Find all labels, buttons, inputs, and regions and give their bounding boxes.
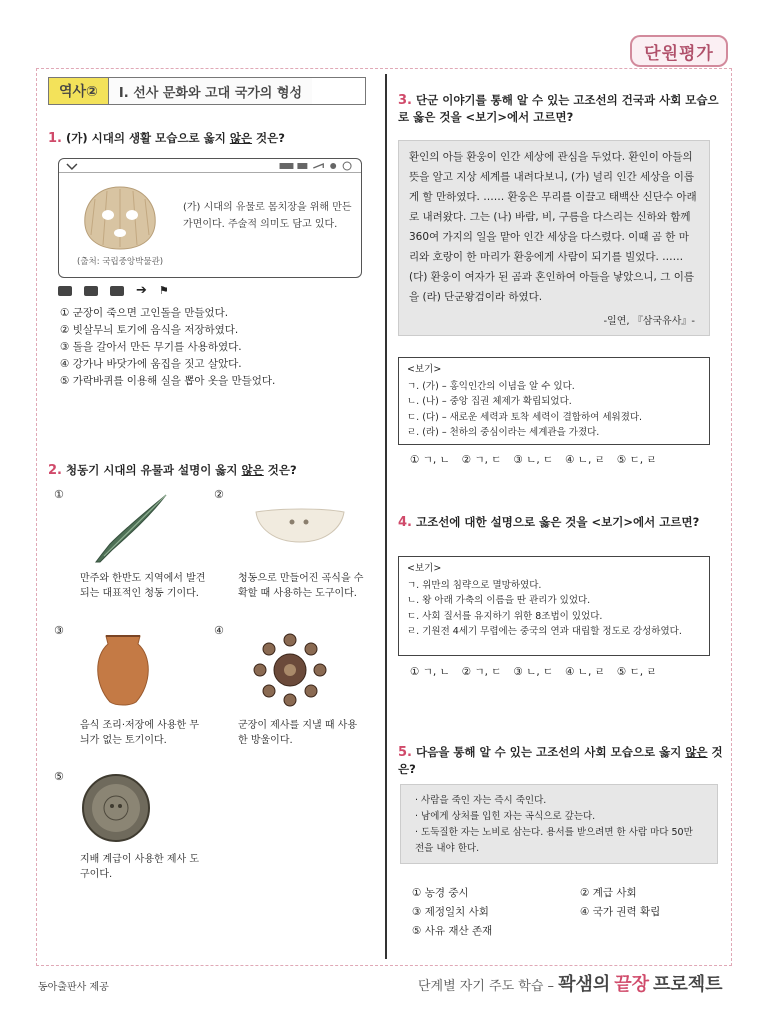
passage-box <box>398 140 710 336</box>
subject-label: 역사② <box>49 78 109 104</box>
artifact-caption: 군장이 제사를 지낼 때 사용한 방울이다. <box>238 720 357 746</box>
bogi-box <box>398 556 710 656</box>
bogi-item: ㄷ. 사회 질서를 유지하기 위한 8조법이 있었다. <box>407 610 603 622</box>
artifact-card <box>58 158 362 278</box>
option[interactable]: ⑤ 가락바퀴를 이용해 실을 뽑아 옷을 만들었다. <box>60 375 276 387</box>
option[interactable]: ② 빗살무늬 토기에 음식을 저장하였다. <box>60 324 239 336</box>
choice[interactable]: ③ ㄴ, ㄷ <box>513 666 554 678</box>
law-item: · 사람을 죽인 자는 즉시 죽인다. <box>415 795 547 806</box>
option[interactable]: ① 군장이 죽으면 고인돌을 만들었다. <box>60 307 229 319</box>
publisher-credit: 동아출판사 제공 <box>38 982 109 993</box>
question-number: 4. <box>398 515 412 530</box>
choice[interactable]: ⑤ ㄷ, ㄹ <box>616 454 657 466</box>
brand-name-b: 끝장 <box>614 974 650 995</box>
law-item: · 남에게 상처를 입힌 자는 곡식으로 갚는다. <box>415 811 596 822</box>
q4-choices <box>410 664 657 679</box>
passage-text: 환인의 아들 환웅이 인간 세상에 관심을 두었다. 환인이 아들의 뜻을 알고 지상 세계를 내려다보니, (가) 널리 인간 세상을 이롭게 할 만하였다. …… 환웅은 무리를 이끌고 태백산 신단수 아래로 내려왔다. 그는 (나) 바람, 비, 구름을 다스리는 신하와 함께 360여 가지의 일을 맡아 인간 세상을 다스렸다. 이때 곰 한 마리와 호랑이 한 마리가 환웅에게 사람이 되기를 빌었다. …… (다) 환웅이 여자가 된 곰과 혼인하여 아들을 낳았으니, 그 이름을 (라) 단군왕검이라 하였다. <box>409 151 697 303</box>
choice[interactable]: ④ ㄴ, ㄹ <box>565 666 605 678</box>
question-3: 3. 단군 이야기를 통해 알 수 있는 고조선의 건국과 사회 모습으로 옳은 것을 <보기>에서 고르면? <box>398 93 719 124</box>
choice[interactable]: ① ㄱ, ㄴ <box>410 666 450 678</box>
image-source: (출처: 국립중앙박물관) <box>77 257 164 267</box>
question-2: 2. 청동기 시대의 유물과 설명이 옳지 않은 것은? <box>48 463 297 478</box>
artifact-caption: 음식 조리·저장에 사용한 무늬가 없는 토기이다. <box>80 720 199 746</box>
choice[interactable]: ③ 제정일치 사회 <box>412 906 489 918</box>
bogi-item: ㄹ. 기원전 4세기 무렵에는 중국의 연과 대립할 정도로 강성하였다. <box>407 626 682 637</box>
comment-icon[interactable] <box>84 286 98 296</box>
item-number: ② <box>214 488 224 501</box>
artifact-caption: 청동으로 만들어진 곡식을 수확할 때 사용하는 도구이다. <box>238 573 364 599</box>
share-arrow-icon[interactable]: ➔ <box>136 283 147 298</box>
item-number: ④ <box>214 624 224 637</box>
section-tab <box>48 77 366 105</box>
q5-choices <box>412 884 712 941</box>
choice[interactable]: ② 계급 사회 <box>580 887 637 899</box>
column-divider <box>385 74 387 959</box>
artifact-caption: 지배 계급이 사용한 제사 도구이다. <box>80 854 199 880</box>
q1-options <box>60 305 380 390</box>
q3-choices <box>410 452 657 467</box>
law-item: · 도둑질한 자는 노비로 삼는다. 용서를 받으려면 한 사람 마다 50만 전을 내야 한다. <box>415 827 693 854</box>
question-5: 5. 다음을 통해 알 수 있는 고조선의 사회 모습으로 옳지 않은 것은? <box>398 745 723 776</box>
choice[interactable]: ④ 국가 권력 확립 <box>580 906 661 918</box>
bronze-mirror-image <box>80 772 152 844</box>
artifact-caption: 만주와 한반도 지역에서 발견되는 대표적인 청동 기이다. <box>80 573 206 599</box>
passage-source: -일연, 『삼국유사』- <box>603 316 695 327</box>
bogi-item: ㄴ. 왕 아래 가축의 이름을 딴 관리가 있었다. <box>407 595 591 606</box>
item-number: ① <box>54 488 64 501</box>
question-number: 2. <box>48 463 62 478</box>
question-4: 4. 고조선에 대한 설명으로 옳은 것을 <보기>에서 고르면? <box>398 515 700 530</box>
choice[interactable]: ② ㄱ, ㄷ <box>461 666 502 678</box>
brand-tagline: 단계별 자기 주도 학습 – <box>418 979 555 994</box>
card-header-icons <box>59 159 361 173</box>
shell-mask-image <box>81 183 159 253</box>
flag-icon[interactable]: ⚑ <box>158 284 169 297</box>
monitor-icon[interactable] <box>110 286 124 296</box>
like-icon[interactable] <box>58 286 72 296</box>
bogi-item: ㄹ. (라) – 천하의 중심이라는 세계관을 가졌다. <box>407 427 600 438</box>
law-box <box>400 784 718 864</box>
bogi-item: ㄷ. (다) – 새로운 세력과 토착 세력이 결합하여 세워졌다. <box>407 411 643 423</box>
stone-knife-image <box>252 506 348 546</box>
choice[interactable]: ④ ㄴ, ㄹ <box>565 454 605 466</box>
item-number: ③ <box>54 624 64 637</box>
card-toolbar <box>58 283 208 299</box>
choice[interactable]: ① 농경 중시 <box>412 887 469 899</box>
option[interactable]: ④ 강가나 바닷가에 움집을 짓고 살았다. <box>60 358 242 370</box>
brand-footer <box>418 970 723 996</box>
brand-name-c: 프로젝트 <box>653 974 723 995</box>
bogi-item: ㄱ. 위만의 침략으로 멸망하였다. <box>407 579 542 591</box>
option[interactable]: ③ 돌을 갈아서 만든 무기를 사용하였다. <box>60 341 242 353</box>
bogi-header: <보기> <box>407 364 442 375</box>
choice[interactable]: ⑤ ㄷ, ㄹ <box>616 666 657 678</box>
choice[interactable]: ① ㄱ, ㄴ <box>410 454 450 466</box>
bogi-header: <보기> <box>407 563 442 574</box>
choice[interactable]: ② ㄱ, ㄷ <box>461 454 502 466</box>
question-number: 1. <box>48 131 62 146</box>
brand-name-a: 꽉샘의 <box>558 974 611 995</box>
choice[interactable]: ③ ㄴ, ㄷ <box>513 454 554 466</box>
section-title: Ⅰ. 선사 문화와 고대 국가의 형성 <box>109 78 312 104</box>
choice[interactable]: ⑤ 사유 재산 존재 <box>412 925 493 937</box>
question-number: 5. <box>398 745 412 760</box>
question-1: 1. (가) 시대의 생활 모습으로 옳지 않은 것은? <box>48 131 285 146</box>
plain-pottery-image <box>92 632 154 708</box>
question-number: 3. <box>398 93 412 108</box>
bronze-bell-image <box>252 632 328 708</box>
bogi-item: ㄴ. (나) – 중앙 집권 체제가 확립되었다. <box>407 396 572 407</box>
bogi-item: ㄱ. (가) – 홍익인간의 이념을 알 수 있다. <box>407 380 575 392</box>
bronze-dagger-image <box>90 492 170 566</box>
item-number: ⑤ <box>54 770 64 783</box>
artifact-caption: (가) 시대의 유물로 몸치장을 위해 만든 가면이다. 주술적 의미도 담고 있다. <box>183 202 352 230</box>
unit-assessment-badge: 단원평가 <box>630 35 728 67</box>
bogi-box <box>398 357 710 445</box>
